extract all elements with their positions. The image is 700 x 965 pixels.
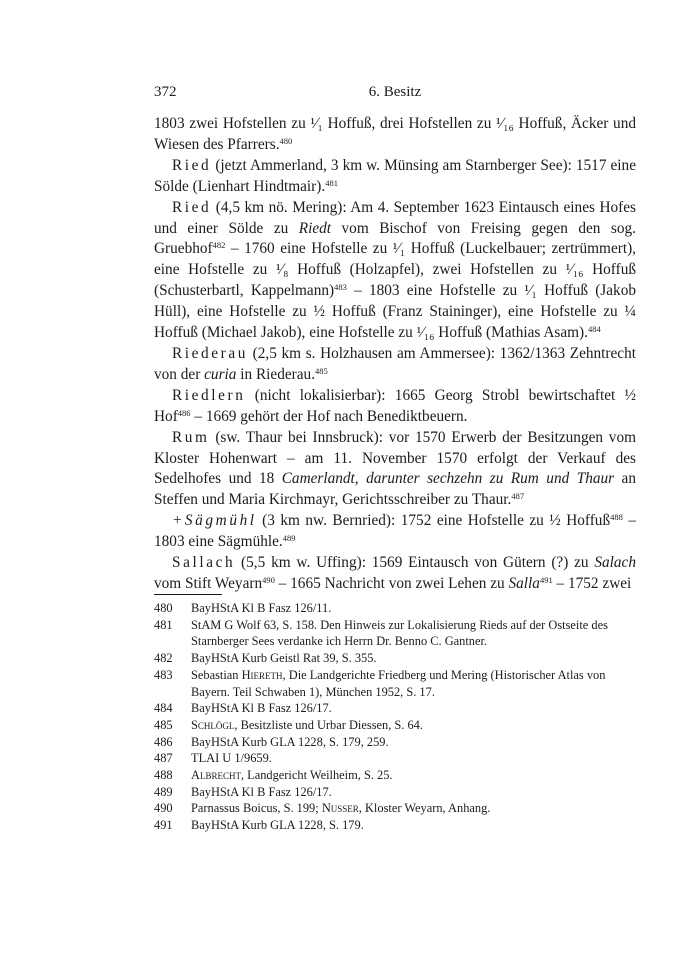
footnote-text: Parnassus Boicus, S. 199; bbox=[191, 801, 322, 816]
text-run: an Steffen und Maria Kirchmayr, Gerichtsschreiber zu Thaur. bbox=[154, 470, 636, 509]
footnote-ref: 480 bbox=[279, 135, 293, 146]
paragraph-entry bbox=[154, 344, 636, 386]
running-header bbox=[154, 84, 636, 106]
footnote bbox=[154, 817, 636, 834]
footnote-ref: 488 bbox=[610, 512, 623, 523]
text-run: vom Bischof von Freising gegen den sog. Gruebhof bbox=[154, 219, 636, 258]
footnote-text: BayHStA Kl B Fasz 126/17. bbox=[191, 784, 332, 799]
footnote-text: BayHStA Kurb GLA 1228, S. 179. bbox=[191, 818, 364, 833]
text-run: – 1803 eine Hofstelle zu ¹⁄₁ Hoffuß (Jakob Hüll), eine Hofstelle zu ½ Hoffuß (Franz Staininger), eine Hofstelle zu ¼ Hoffuß (Michael Jakob), eine Hofstelle zu ¹⁄₁₆ Hoffuß (Mathias Asam). bbox=[154, 282, 636, 342]
footnote-text: , Besitzliste und Urbar Diessen, S. 64. bbox=[234, 717, 423, 732]
italic-text: Camerlandt, darunter sechzehn zu Rum und Thaur bbox=[281, 470, 615, 488]
footnote-number: 484 bbox=[154, 701, 173, 716]
text-run: vom Stift Weyarn bbox=[154, 574, 263, 592]
paragraph-entry bbox=[154, 428, 636, 512]
footnote-number: 489 bbox=[154, 784, 173, 799]
text-run: – 1665 Nachricht von zwei Lehen zu bbox=[274, 574, 509, 592]
footnote bbox=[154, 750, 636, 767]
paragraph-entry bbox=[154, 386, 636, 428]
text-run: (jetzt Ammerland, 3 km w. Münsing am Starnberger See): 1517 eine Sölde (Lienhart Hindtmair). bbox=[154, 156, 636, 195]
footnote-number: 487 bbox=[154, 751, 173, 766]
text-run: – 1760 eine Hofstelle zu ¹⁄₁ Hoffuß (Luckelbauer; zertrümmert), eine Hofstelle zu ¹⁄₈ Hoffuß (Holzapfel), zwei Hofstellen zu ¹⁄₁₆ Hoffuß (Schusterbartl, Kappelmann) bbox=[154, 240, 636, 300]
author-name: Schlögl bbox=[191, 717, 235, 732]
footnote bbox=[154, 734, 636, 751]
author-name: Nusser bbox=[321, 801, 359, 816]
place-name: Riederau bbox=[172, 344, 249, 362]
italic-text: curia bbox=[204, 365, 237, 383]
paragraph bbox=[154, 114, 636, 156]
footnote-text: BayHStA Kl B Fasz 126/17. bbox=[191, 701, 332, 716]
italic-text: Salach bbox=[594, 554, 636, 572]
paragraph-entry bbox=[154, 198, 636, 344]
footnote bbox=[154, 700, 636, 717]
footnote-ref: 482 bbox=[212, 240, 226, 251]
footnote-number: 491 bbox=[154, 818, 173, 833]
italic-text: Salla bbox=[508, 574, 540, 592]
text-run: (3 km nw. Bernried): 1752 eine Hofstelle zu ½ Hoffuß bbox=[256, 512, 611, 530]
footnote-text: , Kloster Weyarn, Anhang. bbox=[358, 801, 491, 816]
paragraph-entry bbox=[154, 156, 636, 198]
text-run: (nicht lokalisierbar): 1665 Georg Strobl bewirtschaftet ½ Hof bbox=[154, 386, 636, 425]
place-name: Riedlern bbox=[172, 386, 246, 404]
author-name: Albrecht bbox=[191, 768, 241, 783]
footnote-text: , Landgericht Weilheim, S. 25. bbox=[240, 768, 393, 783]
footnote-number: 483 bbox=[154, 667, 173, 682]
text-run: 1803 zwei Hofstellen zu ¹⁄₁ Hoffuß, drei Hofstellen zu ¹⁄₁₆ Hoffuß, Äcker und Wiesen des Pfarrers. bbox=[154, 115, 636, 153]
text-run: (4,5 km nö. Mering): Am 4. September 1623 Eintausch eines Hofes und einer Sölde zu bbox=[154, 198, 636, 237]
place-name: Ried bbox=[172, 198, 212, 216]
place-name: Ried bbox=[172, 156, 212, 174]
running-title: 6. Besitz bbox=[368, 84, 422, 100]
footnote-number: 481 bbox=[154, 617, 173, 632]
footnote-text: StAM G Wolf 63, S. 158. Den Hinweis zur Lokalisierung Rieds auf der Ostseite des Starnberger Sees verdanke ich Herrn Dr. Benno C. Gantner. bbox=[191, 617, 608, 649]
footnote-ref: 489 bbox=[282, 533, 296, 544]
footnote-ref: 486 bbox=[177, 407, 191, 418]
footnote-text: BayHStA Kl B Fasz 126/11. bbox=[191, 601, 332, 615]
footnote-ref: 481 bbox=[325, 177, 338, 188]
footnote bbox=[154, 617, 636, 650]
text-run: (5,5 km w. Uffing): 1569 Eintausch von Gütern (?) zu bbox=[235, 554, 595, 572]
footnote bbox=[154, 800, 636, 817]
text-run: in Riederau. bbox=[236, 365, 316, 383]
text-run: – 1669 gehört der Hof nach Benediktbeuern. bbox=[190, 407, 468, 425]
footnote-text: BayHStA Kurb GLA 1228, S. 179, 259. bbox=[191, 734, 389, 749]
footnote-ref: 487 bbox=[511, 491, 525, 502]
place-name: Rum bbox=[172, 428, 210, 446]
footnote bbox=[154, 600, 636, 617]
footnote-text: Sebastian bbox=[191, 667, 242, 682]
footnote-ref: 484 bbox=[587, 324, 601, 335]
text-run: (sw. Thaur bei Innsbruck): vor 1570 Erwerb der Besitzungen vom Kloster Hohenwart – am 11. November 1570 erfolgt der Verkauf des Sedelhofes und 18 bbox=[154, 428, 636, 488]
footnote-number: 490 bbox=[154, 801, 173, 816]
paragraph-entry bbox=[154, 553, 636, 595]
text-run: – 1752 zwei bbox=[552, 574, 632, 592]
footnote-number: 486 bbox=[154, 734, 173, 749]
footnote-ref: 490 bbox=[262, 574, 275, 585]
footnote-text: TLAI U 1/9659. bbox=[191, 751, 272, 766]
footnotes bbox=[154, 600, 636, 834]
main-text bbox=[154, 114, 636, 595]
footnote-number: 482 bbox=[154, 651, 173, 666]
italic-text: Riedt bbox=[298, 219, 332, 237]
footnote-number: 480 bbox=[154, 601, 173, 615]
footnote-text: , Die Landgerichte Friedberg und Mering (Historischer Atlas von Bayern. Teil Schwaben 1), München 1952, S. 17. bbox=[191, 667, 606, 699]
footnote bbox=[154, 717, 636, 734]
footnote-ref: 485 bbox=[315, 365, 328, 376]
footnote bbox=[154, 784, 636, 801]
page-number: 372 bbox=[154, 84, 177, 100]
footnote-text: BayHStA Kurb Geistl Rat 39, S. 355. bbox=[191, 651, 377, 666]
footnote bbox=[154, 650, 636, 667]
paragraph-entry bbox=[154, 511, 636, 553]
place-name: +Sägmühl bbox=[172, 512, 257, 530]
footnote-ref: 483 bbox=[334, 282, 347, 293]
text-run: (2,5 km s. Holzhausen am Ammersee): 1362/1363 Zehntrecht von der bbox=[154, 344, 636, 383]
footnote-number: 485 bbox=[154, 717, 173, 732]
footnote-ref: 491 bbox=[539, 574, 553, 585]
footnote-number: 488 bbox=[154, 768, 173, 783]
author-name: Hiereth bbox=[241, 667, 283, 682]
footnote-separator bbox=[154, 594, 222, 595]
text-run: – 1803 eine Sägmühle. bbox=[154, 512, 636, 551]
footnote bbox=[154, 767, 636, 784]
footnote bbox=[154, 667, 636, 700]
place-name: Sallach bbox=[172, 554, 236, 572]
